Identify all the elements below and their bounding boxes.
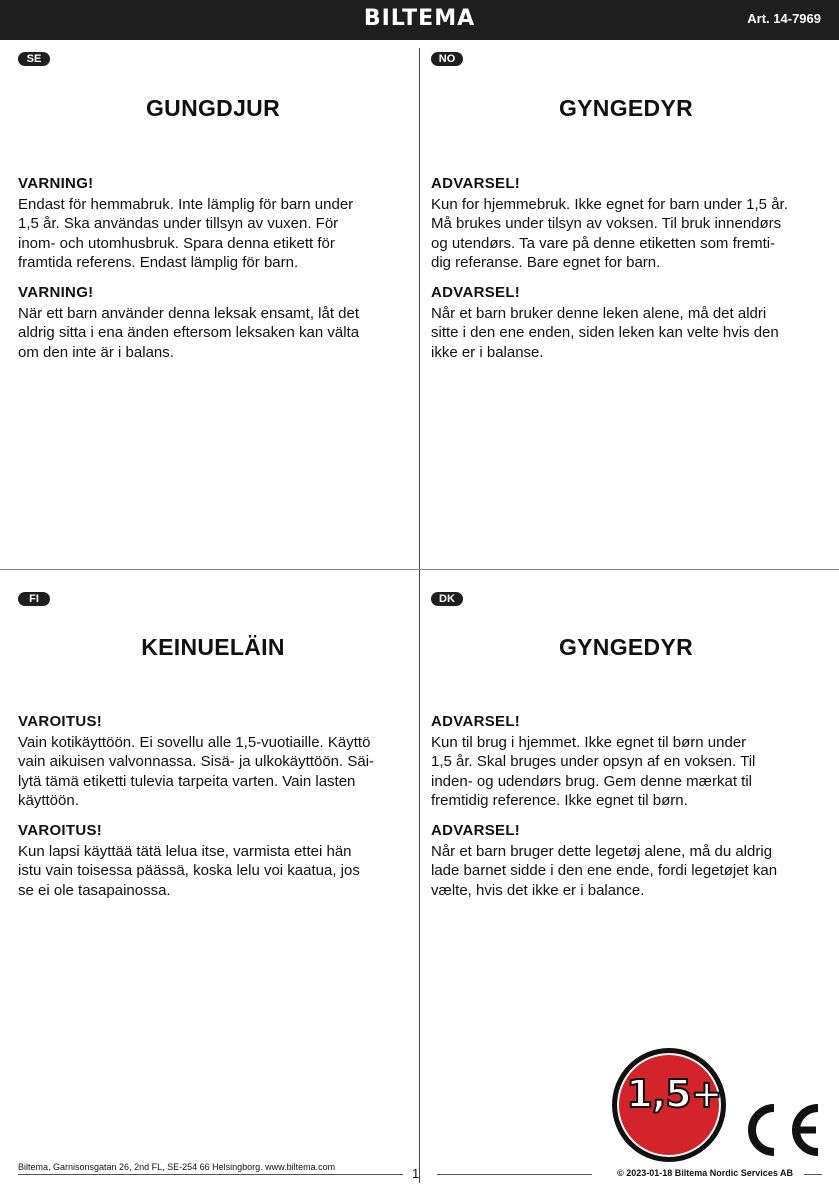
section-title-se: GUNGDJUR: [145, 95, 281, 121]
lang-badge-se: SE: [18, 52, 50, 66]
lang-badge-dk: DK: [431, 592, 463, 606]
warning-heading: VARNING!: [18, 284, 94, 302]
lang-badge-fi: FI: [18, 592, 50, 606]
warning-heading: ADVARSEL!: [431, 822, 521, 840]
warning-text: Endast för hemmabruk. Inte lämplig för barn under 1,5 år. Ska användas under tillsyn av vuxen. För inom- och utomhusbruk. Spara denna etikett för framtida referens. Endast lämplig för barn.: [18, 196, 354, 271]
warning-heading: ADVARSEL!: [431, 175, 521, 192]
article-number: Art. 14-7969: [747, 11, 821, 26]
footer-line-left: [18, 1174, 403, 1175]
ce-mark-icon: [738, 1102, 824, 1158]
warning-text: När ett barn använder denna leksak ensamt, låt det aldrig sitta i ena änden eftersom leksaken kan välta om den inte är i balans.: [18, 305, 360, 361]
warning-text: Når et barn bruger dette legetøj alene, må du aldrig lade barnet sidde i den ene ende, fordi legetøjet kan vælte, hvis det ikke er i balance.: [431, 843, 778, 899]
column-divider: [419, 48, 420, 1183]
page-number: 1: [412, 1166, 420, 1181]
footer-address: Biltema, Garnisonsgatan 26, 2nd FL, SE-254 66 Helsingborg. www.biltema.com: [18, 1162, 336, 1172]
warning-heading: VAROITUS!: [18, 822, 103, 840]
section-body-se: [18, 175, 403, 374]
section-title-fi: KEINUELÄIN: [141, 634, 285, 660]
footer-line-mid: [437, 1174, 592, 1175]
row-divider: [0, 569, 839, 570]
brand-logo: BILTEMA: [363, 6, 476, 31]
warning-heading: VAROITUS!: [18, 713, 103, 730]
warning-heading: ADVARSEL!: [431, 284, 521, 302]
footer-line-right: [804, 1174, 822, 1175]
warning-text: Kun lapsi käyttää tätä lelua itse, varmista ettei hän istu vain toisessa päässä, koska lelu voi kaatua, jos se ei ole tasapainossa.: [18, 843, 360, 899]
warning-heading: VARNING!: [18, 175, 94, 192]
section-body-no: [431, 175, 816, 374]
warning-text: Kun til brug i hjemmet. Ikke egnet til børn under 1,5 år. Skal bruges under opsyn af en voksen. Til inden- og udendørs brug. Gem denne mærkat til fremtidig reference. Ikke egnet til børn.: [431, 734, 756, 809]
warning-text: Vain kotikäyttöön. Ei sovellu alle 1,5-vuotiaille. Käyttö vain aikuisen valvonnassa. Sisä- ja ulkokäyttöön. Säi- lytä tämä etiketti tulevia tarpeita varten. Vain lasten käyttöön.: [18, 734, 375, 809]
section-title-dk: GYNGEDYR: [558, 634, 694, 660]
warning-heading: ADVARSEL!: [431, 713, 521, 730]
warning-text: Når et barn bruker denne leken alene, må det aldri sitte i den ene enden, siden leken kan velte hvis den ikke er i balanse.: [431, 305, 779, 361]
section-body-dk: [431, 713, 816, 912]
footer-copyright: © 2023-01-18 Biltema Nordic Services AB: [617, 1168, 793, 1178]
age-warning-label: 1,5+: [626, 1072, 722, 1116]
section-title-no: GYNGEDYR: [558, 95, 694, 121]
lang-badge-no: NO: [431, 52, 463, 66]
header-bar: [0, 0, 839, 40]
section-body-fi: [18, 713, 403, 912]
warning-text: Kun for hjemmebruk. Ikke egnet for barn under 1,5 år. Må brukes under tilsyn av voksen. Til bruk innendørs og utendørs. Ta vare på denne etiketten som fremti- dig referanse. Bare egnet for barn.: [431, 196, 788, 271]
